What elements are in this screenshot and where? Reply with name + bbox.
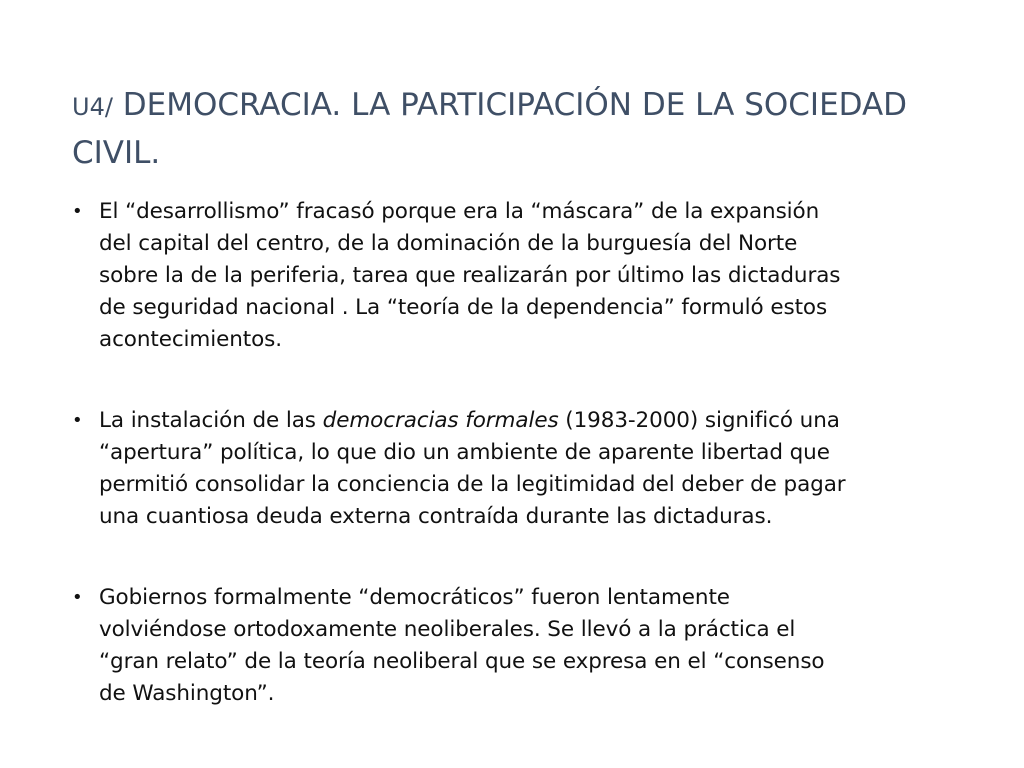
bullet-dot-icon: •	[72, 410, 83, 431]
bullet-3-line-4: de Washington”.	[99, 681, 275, 706]
bullet-list	[72, 196, 972, 710]
bullet-2-line-3: permitió consolidar la conciencia de la legitimidad del deber de pagar	[99, 472, 846, 497]
bullet-3-line-1: Gobiernos formalmente “democráticos” fueron lentamente	[99, 585, 730, 610]
bullet-2-line-2: “apertura” política, lo que dio un ambiente de aparente libertad que	[99, 440, 830, 465]
bullet-1-line-2: del capital del centro, de la dominación de la burguesía del Norte	[99, 231, 798, 256]
bullet-item-2	[72, 405, 972, 533]
bullet-2-line-4: una cuantiosa deuda externa contraída durante las dictaduras.	[99, 504, 773, 529]
slide-title	[72, 82, 952, 176]
bullet-1-line-1: El “desarrollismo” fracasó porque era la “máscara” de la expansión	[99, 199, 820, 224]
bullet-1-line-3: sobre la de la periferia, tarea que realizarán por último las dictaduras	[99, 263, 841, 288]
bullet-2-text-after: (1983-2000) significó una	[558, 408, 840, 433]
title-prefix: U4/	[72, 93, 113, 121]
bullet-item-3	[72, 582, 972, 710]
bullet-dot-icon: •	[72, 201, 83, 222]
bullet-item-1	[72, 196, 972, 356]
title-line-2: CIVIL.	[72, 135, 161, 171]
bullet-1-line-5: acontecimientos.	[99, 327, 283, 352]
bullet-2-italic-term: democracias formales	[322, 408, 559, 433]
bullet-2-line-1	[99, 405, 972, 437]
bullet-1-line-4: de seguridad nacional . La “teoría de la dependencia” formuló estos	[99, 295, 828, 320]
bullet-2-text-before: La instalación de las	[99, 408, 323, 433]
bullet-dot-icon: •	[72, 587, 83, 608]
title-line-1: DEMOCRACIA. LA PARTICIPACIÓN DE LA SOCIEDAD	[112, 87, 908, 123]
bullet-3-line-2: volviéndose ortodoxamente neoliberales. Se llevó a la práctica el	[99, 617, 796, 642]
bullet-3-line-3: “gran relato” de la teoría neoliberal que se expresa en el “consenso	[99, 649, 825, 674]
